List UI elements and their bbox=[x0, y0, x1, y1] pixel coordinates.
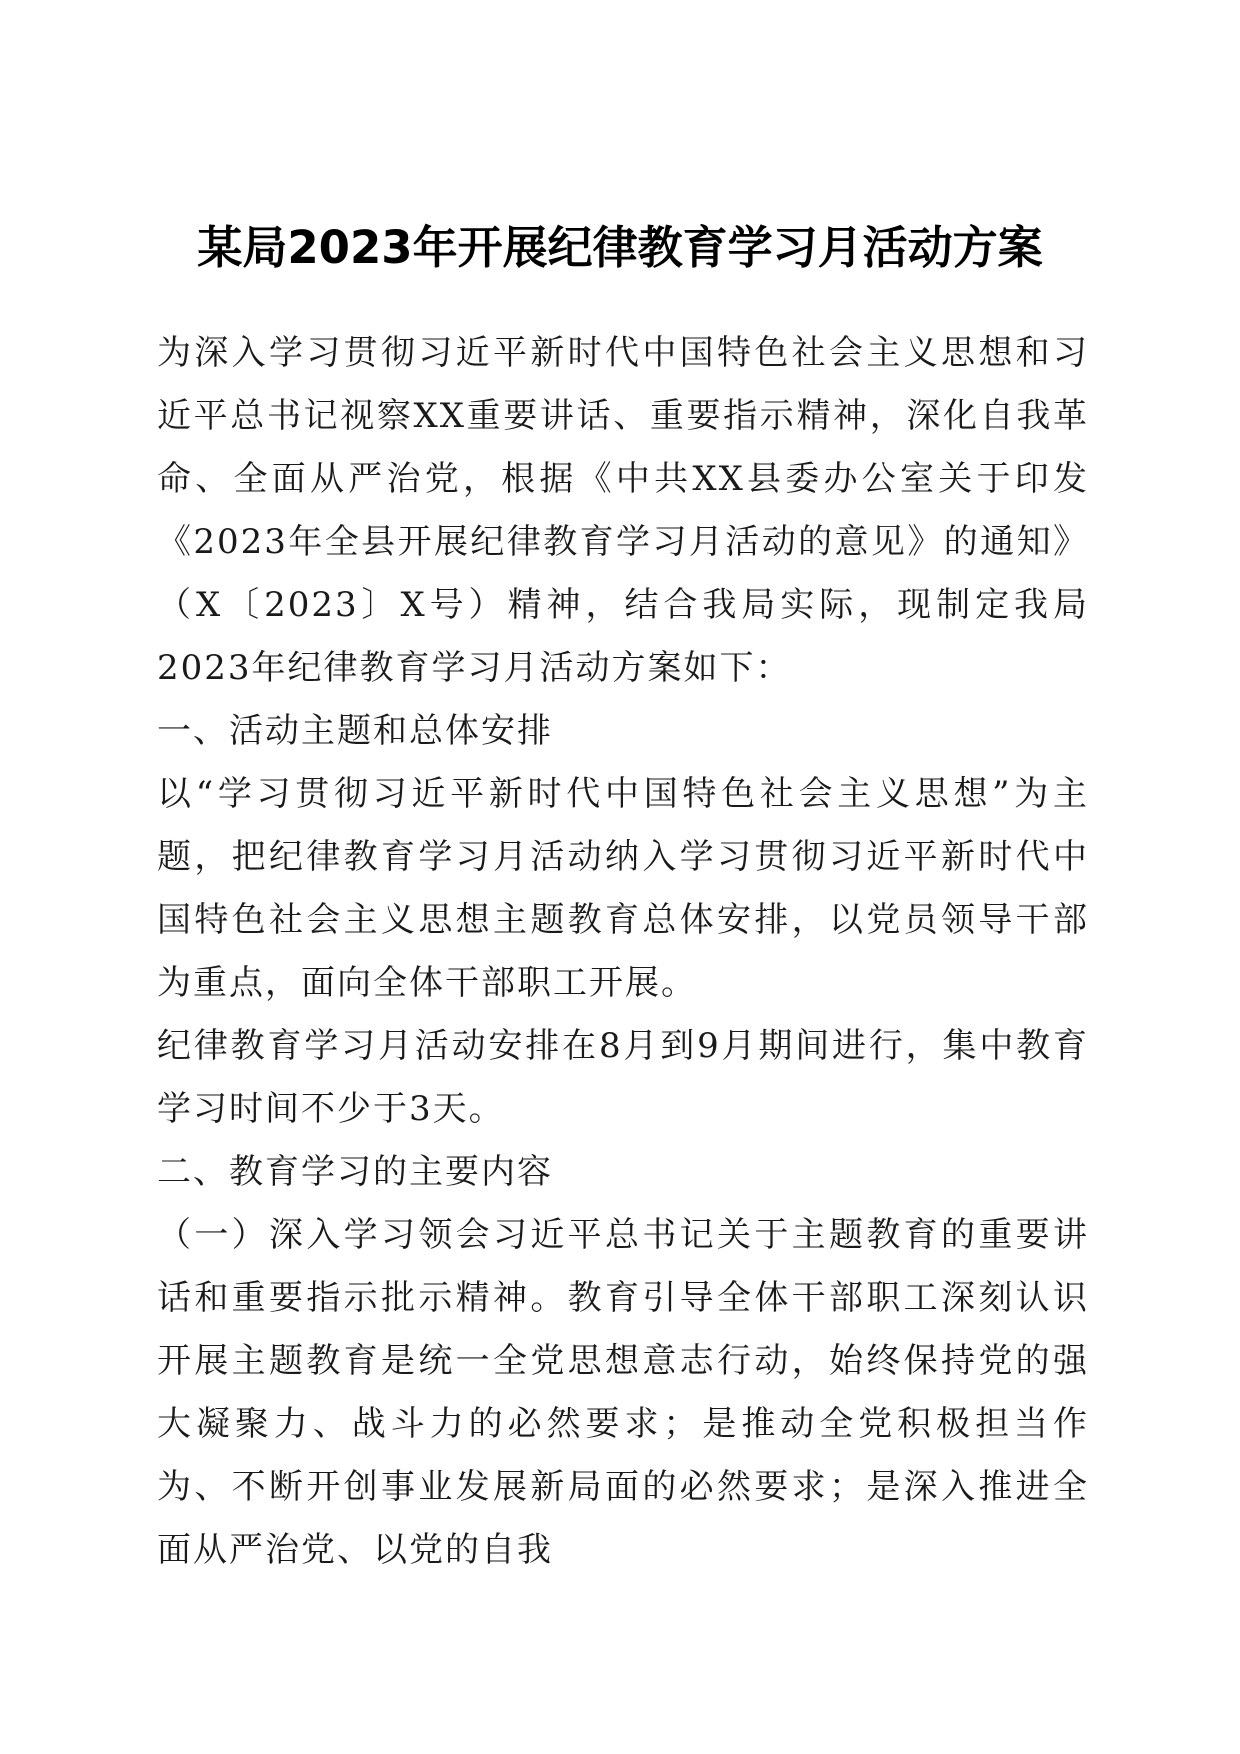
section-heading-2: 二、教育学习的主要内容 bbox=[157, 1152, 553, 1192]
document-body bbox=[157, 322, 1089, 1582]
theme-paragraph: 以“学习贯彻习近平新时代中国特色社会主义思想”为主题，把纪律教育学习月活动纳入学习贯彻习近平新时代中国特色社会主义思想主题教育总体安排，以党员领导干部为重点，面向全体干部职工开展。 bbox=[157, 774, 1089, 1003]
schedule-paragraph: 纪律教育学习月活动安排在8月到9月期间进行，集中教育学习时间不少于3天。 bbox=[157, 1026, 1089, 1129]
section-heading-1: 一、活动主题和总体安排 bbox=[157, 711, 553, 751]
intro-paragraph: 为深入学习贯彻习近平新时代中国特色社会主义思想和习近平总书记视察XX重要讲话、重要指示精神，深化自我革命、全面从严治党，根据《中共XX县委办公室关于印发《2023年全县开展纪律教育学习月活动的意见》的通知》（X〔2023〕X号）精神，结合我局实际，现制定我局2023年纪律教育学习月活动方案如下： bbox=[157, 333, 1089, 688]
content-paragraph-1: （一）深入学习领会习近平总书记关于主题教育的重要讲话和重要指示批示精神。教育引导全体干部职工深刻认识开展主题教育是统一全党思想意志行动，始终保持党的强大凝聚力、战斗力的必然要求；是推动全党积极担当作为、不断开创事业发展新局面的必然要求；是深入推进全面从严治党、以党的自我 bbox=[157, 1215, 1089, 1570]
document-title: 某局2023年开展纪律教育学习月活动方案 bbox=[197, 221, 1043, 274]
